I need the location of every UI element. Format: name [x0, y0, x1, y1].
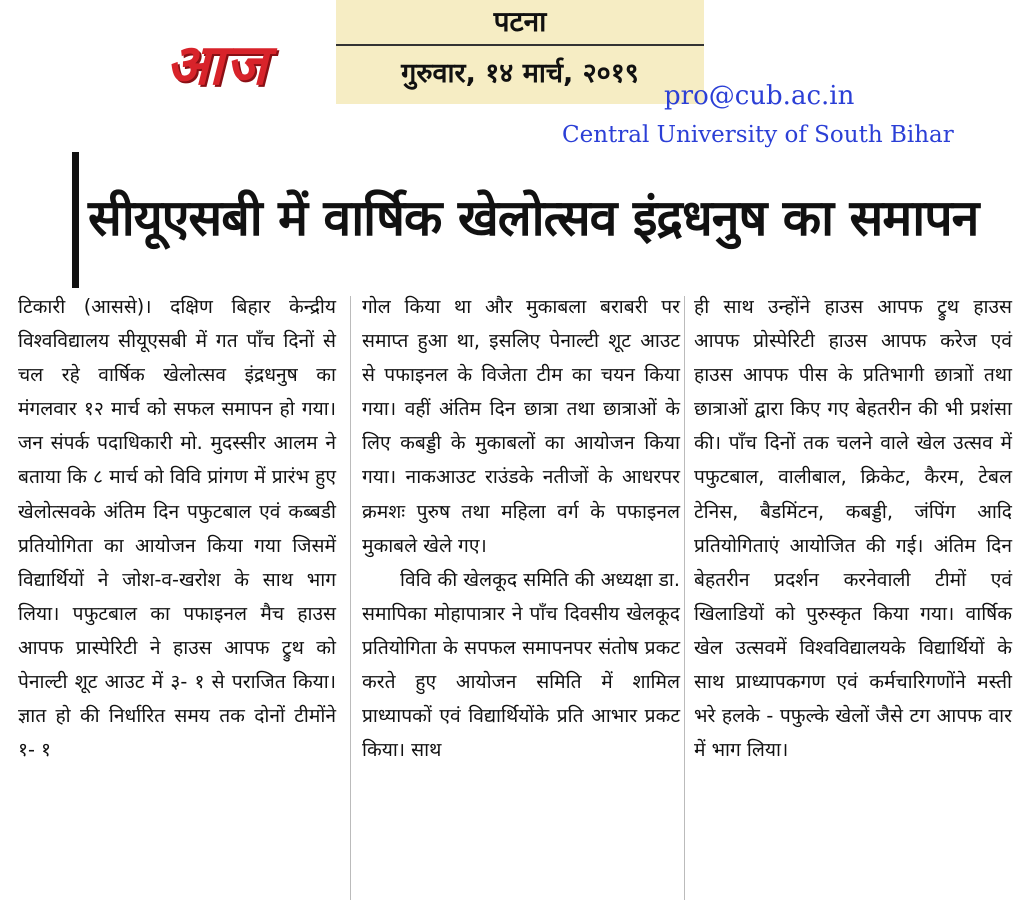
contact-organization: Central University of South Bihar [562, 122, 954, 148]
article-column-3 [694, 290, 1012, 904]
article-paragraph: ही साथ उन्होंने हाउस आपफ ट्रुथ हाउस आपफ प्रोस्पेरिटी हाउस आपफ करेज एवं हाउस आपफ पीस के प्रतिभागी छात्राों तथा छात्राओं द्वारा किए गए बेहतरीन की भी प्रशंसा की। पाँच दिनों तक चलने वाले खेल उत्सव में पफुटबाल, वालीबाल, क्रिकेट, कैरम, टेबल टेनिस, बैडमिंटन, कबड्डी, जंपिंग आदि प्रतियोगिताएं आयोजित की गई। अंतिम दिन बेहतरीन प्रदर्शन करनेवाली टीमों एवं खिलाडियों को पुरुस्कृत किया गया। वार्षिक खेल उत्सवमें विश्वविद्यालयके विद्यार्थियों के साथ प्राध्यापकगण एवं कर्मचारिगणोंने मस्ती भरे हलके - पफुल्के खेलों जैसे टग आपफ वार में भाग लिया। [694, 295, 1012, 762]
dateline-date: गुरुवार, १४ मार्च, २०१९ [401, 58, 639, 89]
newspaper-logo: आज [166, 33, 269, 98]
article-column-2 [362, 290, 680, 904]
column-divider [350, 296, 351, 900]
article-paragraph: विवि की खेलकूद समिति की अध्यक्षा डा. समापिका मोहापात्रार ने पाँच दिवसीय खेलकूद प्रतियोगिता के सपफल समापनपर संतोष प्रकट करते हुए आयोजन समिति में शामिल प्राध्यापकों एवं विद्यार्थियोंके प्रति आभार प्रकट किया। साथ [362, 567, 680, 762]
article-headline: सीयूएसबी में वार्षिक खेलोत्सव इंद्रधनुष का समापन [88, 189, 979, 247]
contact-email: pro@cub.ac.in [664, 81, 855, 111]
article-paragraph: टिकारी (आससे)। दक्षिण बिहार केन्द्रीय विश्वविद्यालय सीयूएसबी में गत पाँच दिनों से चल रहे वार्षिक खेलोत्सव इंद्रधनुष का मंगलवार १२ मार्च को सफल समापन हो गया। जन संपर्क पदाधिकारी मो. मुदस्सीर आलम ने बताया कि ८ मार्च को विवि प्रांगण में प्रारंभ हुए खेलोत्सवके अंतिम दिन पफुटबाल एवं कब्बडी प्रतियोगिता का आयोजन किया गया जिसमें विद्यार्थियों ने जोश-व-खरोश के साथ भाग लिया। पफुटबाल का पफाइनल मैच हाउस आपफ प्रास्पेरिटी ने हाउस आपफ ट्रुथ को पेनाल्टी शूट आउट में ३- १ से पराजित किया। ज्ञात हो की निर्धारित समय तक दोनों टीमोंने १- १ [18, 295, 336, 762]
article-column-1 [18, 290, 336, 904]
article-paragraph: गोल किया था और मुकाबला बराबरी पर समाप्त हुआ था, इसलिए पेनाल्टी शूट आउट से पफाइनल के विजेता टीम का चयन किया गया। वहीं अंतिम दिन छात्रा तथा छात्राओं के लिए कबड्डी के मुकाबलों का आयोजन किया गया। नाकआउट राउंडके नतीजों के आधरपर क्रमशः पुरुष तथा महिला वर्ग के पफाइनल मुकाबले खेले गए। [362, 295, 680, 557]
headline-accent-bar [72, 152, 79, 288]
column-divider [684, 296, 685, 900]
dateline-city: पटना [493, 5, 547, 38]
dateline-divider [336, 44, 704, 46]
